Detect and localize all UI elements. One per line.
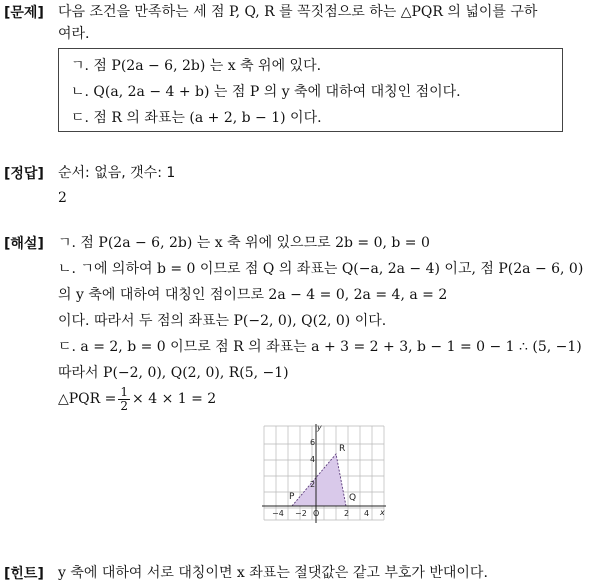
x-tick-2: 2 — [344, 509, 350, 518]
answer-value: 2 — [58, 190, 67, 206]
problem-text-line-1: 다음 조건을 만족하는 세 점 P, Q, R 를 꼭짓점으로 하는 △PQR 의 넓이를 구하 — [58, 4, 538, 20]
y-tick-6: 6 — [310, 438, 316, 447]
conditions-box — [58, 48, 563, 132]
solution-line-1: ㄱ. 점 P(2a − 6, 2b) 는 x 축 위에 있으므로 2b = 0, b = 0 — [58, 235, 430, 251]
solution-line-5: ㄷ. a = 2, b = 0 이므로 점 R 의 좌표는 a + 3 = 2 + 3, b − 1 = 0 − 1 ∴ (5, −1) — [58, 339, 582, 355]
condition-2: ㄴ. Q(a, 2a − 4 + b) 는 점 P 의 y 축에 대하여 대칭인 점이다. — [71, 84, 461, 100]
x-tick-neg4: −4 — [272, 509, 284, 518]
solution-line-3: 의 y 축에 대하여 대칭인 점이므로 2a − 4 = 0, 2a = 4, a = 2 — [58, 287, 448, 303]
y-axis-label: y — [317, 423, 322, 432]
area-formula — [58, 382, 216, 416]
y-tick-4: 4 — [310, 455, 316, 464]
answer-tag: [정답] — [4, 166, 44, 182]
origin-label: O — [313, 509, 320, 518]
answer-meta: 순서: 없음, 갯수: 1 — [58, 165, 176, 181]
hint-text: y 축에 대하여 서로 대칭이면 x 좌표는 절댓값은 같고 부호가 반대이다. — [58, 565, 488, 581]
x-tick-4: 4 — [364, 509, 370, 518]
solution-line-6: 따라서 P(−2, 0), Q(2, 0), R(5, −1) — [58, 365, 289, 381]
x-tick-neg2: −2 — [295, 509, 307, 518]
coordinate-graph — [258, 420, 390, 525]
y-tick-2: 2 — [310, 480, 316, 489]
condition-1: ㄱ. 점 P(2a − 6, 2b) 는 x 축 위에 있다. — [71, 58, 322, 74]
problem-text-line-2: 여라. — [58, 26, 90, 42]
fraction — [118, 386, 130, 413]
fraction-denominator: 2 — [120, 398, 129, 413]
problem-tag: [문제] — [4, 5, 44, 21]
point-label-p: P — [289, 492, 295, 502]
fraction-numerator: 1 — [120, 384, 129, 399]
solution-tag: [해설] — [4, 236, 44, 252]
x-axis-label: x — [380, 508, 385, 517]
solution-line-2: ㄴ. ㄱ에 의하여 b = 0 이므로 점 Q 의 좌표는 Q(−a, 2a − 4) 이고, 점 P(2a − 6, 0) — [58, 261, 584, 277]
area-rhs: × 4 × 1 = 2 — [132, 391, 217, 407]
solution-line-4: 이다. 따라서 두 점의 좌표는 P(−2, 0), Q(2, 0) 이다. — [58, 313, 387, 329]
point-label-r: R — [339, 444, 346, 454]
condition-3: ㄷ. 점 R 의 좌표는 (a + 2, b − 1) 이다. — [71, 110, 322, 126]
hint-tag: [힌트] — [4, 566, 44, 582]
area-lhs: △PQR = — [58, 391, 117, 407]
point-label-q: Q — [349, 493, 357, 503]
